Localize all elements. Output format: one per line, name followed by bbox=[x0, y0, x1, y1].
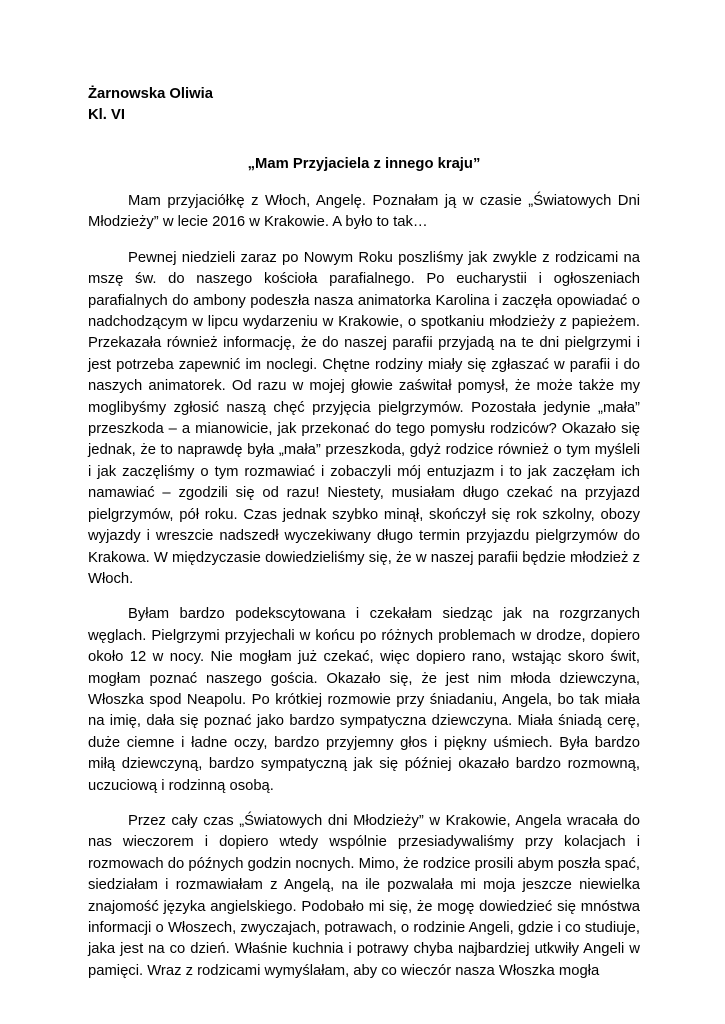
author-name: Żarnowska Oliwia bbox=[88, 86, 213, 102]
paragraph-2: Pewnej niedzieli zaraz po Nowym Roku poszliśmy jak zwykle z rodzicami na mszę św. do naszego kościoła parafialnego. Po eucharystii i ogłoszeniach parafialnych do ambony podeszła nasza animatorka Karolina i zaczęła opowiadać o nadchodzącym w lipcu wydarzeniu w Krakowie, o spotkaniu młodzieży z papieżem. Przekazała również informację, że do naszej parafii przyjadą na te dni pielgrzymi i jest potrzeba zapewnić im noclegi. Chętne rodziny miały się zgłaszać w parafii i do naszych animatorek. Od razu w mojej głowie zaświtał pomysł, że może także my moglibyśmy zgłosić naszą chęć przyjęcia pielgrzymów. Pozostała jedynie „mała” przeszkoda – a mianowicie, jak przekonać do tego pomysłu rodziców? Okazało się jednak, że to naprawdę była „mała” przeszkoda, gdyż rodzice również o tym myśleli i jak zaczęliśmy o tym rozmawiać i zobaczyli mój entuzjazm i to jak zaczęłam ich namawiać – zgodzili się od razu! Niestety, musiałam długo czekać na przyjazd pielgrzymów, pół roku. Czas jednak szybko minął, skończył się rok szkolny, obozy wyjazdy i wreszcie nadszedł wyczekiwany długo termin przyjazdu pielgrzymów do Krakowa. W międzyczasie dowiedzieliśmy się, że w naszej parafii będzie młodzież z Włoch. bbox=[88, 249, 640, 587]
paragraph-4: Przez cały czas „Światowych dni Młodzieży” w Krakowie, Angela wracała do nas wieczorem i dopiero wtedy wspólnie przesiadywaliśmy przy kolacjach i rozmowach do późnych godzin nocnych. Mimo, że rodzice prosili abym poszła spać, siedziałam i rozmawiałam z Angelą, na ile pozwalała mi moja jeszcze niewielka znajomość języka angielskiego. Podobało mi się, że mogę dowiedzieć się mnóstwa informacji o Włoszech, zwyczajach, potrawach, o rodzinie Angeli, gdzie i co studiuje, jaka jest na co dzień. Właśnie kuchnia i potrawy chyba najbardziej utkwiły Angeli w pamięci. Wraz z rodzicami wymyślałam, aby co wieczór nasza Włoszka mogła bbox=[88, 812, 640, 979]
essay-title: „Mam Przyjaciela z innego kraju” bbox=[247, 156, 481, 172]
class-label: Kl. VI bbox=[88, 107, 125, 123]
paragraph-3: Byłam bardzo podekscytowana i czekałam siedząc jak na rozgrzanych węglach. Pielgrzymi przyjechali w końcu po różnych problemach w drodze, dopiero około 12 w nocy. Nie mogłam już czekać, więc dopiero rano, wstając skoro świt, mogłam poznać naszego gościa. Okazało się, że jest nim młoda dziewczyna, Włoszka spod Neapolu. Po krótkiej rozmowie przy śniadaniu, Angela, bo tak miała na imię, dała się poznać jako bardzo sympatyczna dziewczyna. Miała śniadą cerę, duże ciemne i ładne oczy, bardzo przyjemny głos i piękny uśmiech. Była bardzo miłą dziewczyną, bardzo sympatyczną jak się później okazało bardzo rozmowną, uczuciową i rodzinną osobą. bbox=[88, 606, 640, 794]
document-page bbox=[88, 84, 640, 996]
paragraph-1: Mam przyjaciółkę z Włoch, Angelę. Poznałam ją w czasie „Światowych Dni Młodzieży” w lecie 2016 w Krakowie. A było to tak… bbox=[88, 193, 640, 231]
